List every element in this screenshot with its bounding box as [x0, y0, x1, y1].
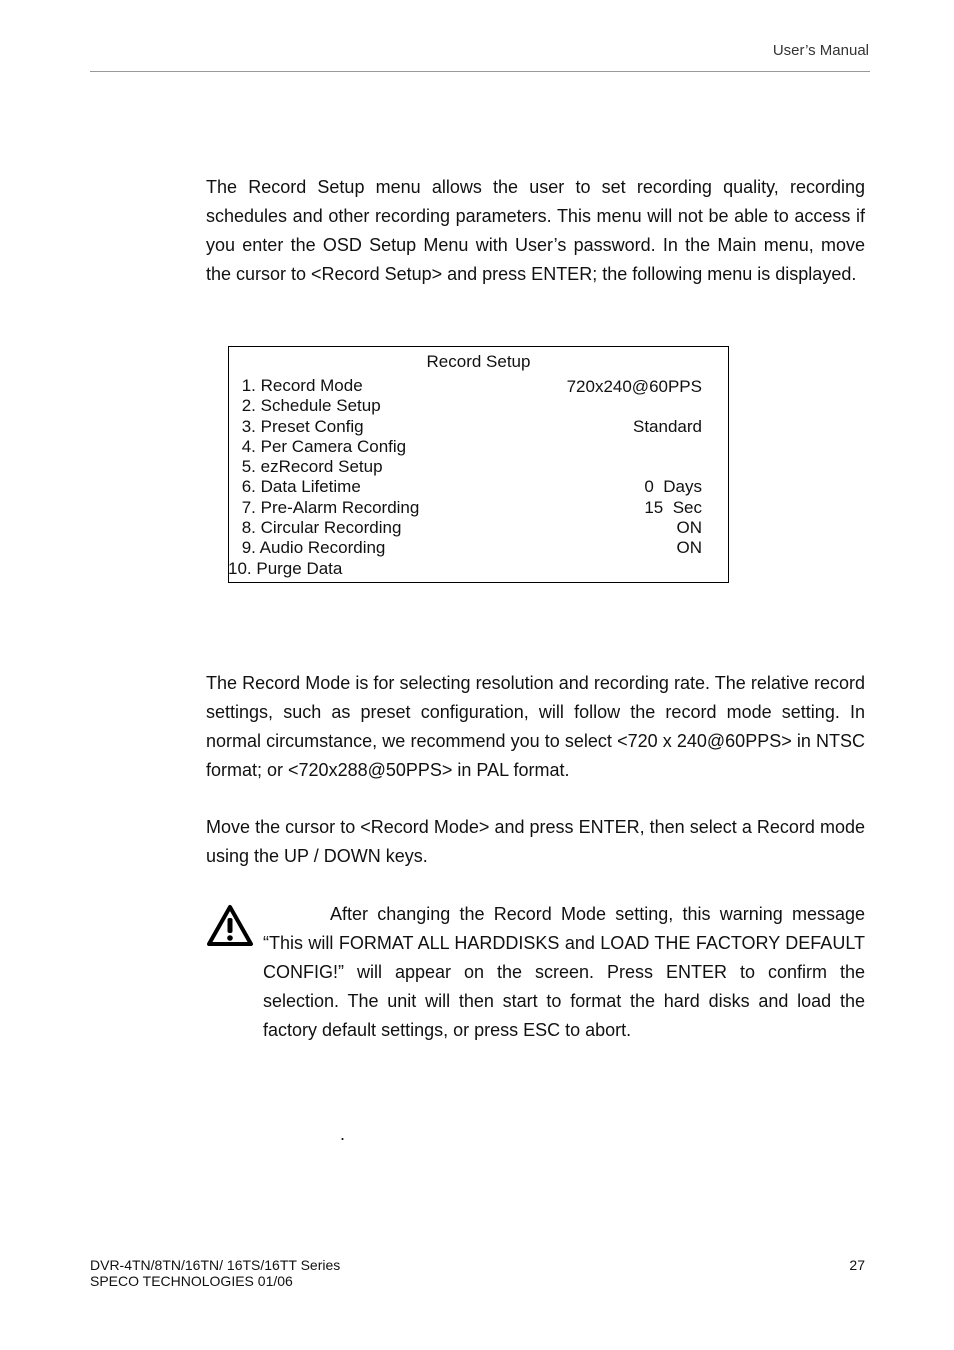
menu-item-pre-alarm-recording[interactable]: 7. Pre-Alarm Recording [237, 497, 420, 517]
menu-item-record-mode[interactable]: 1. Record Mode [237, 376, 363, 395]
menu-item-schedule-setup[interactable]: 2. Schedule Setup [237, 396, 381, 416]
menu-item-circular-recording[interactable]: 8. Circular Recording [237, 518, 402, 538]
footer-company: SPECO TECHNOLOGIES 01/06 [90, 1273, 293, 1289]
record-mode-paragraph: The Record Mode is for selecting resolution and recording rate. The relative record settings, such as preset configuration, will follow the record mode setting. In normal circumstance, we recommend you to select <720 x 240@60PPS> in NTSC format; or <720x288@50PPS> in PAL format. [206, 673, 865, 780]
value-pre-alarm-recording: 15 Sec [644, 497, 702, 517]
menu-item-data-lifetime[interactable]: 6. Data Lifetime [237, 477, 361, 497]
value-schedule-setup [502, 396, 702, 416]
value-preset-config: Standard [633, 416, 702, 436]
record-setup-menu [228, 346, 729, 583]
menu-item-purge-data[interactable]: 10. Purge Data [228, 558, 343, 578]
menu-item-ezrecord-setup[interactable]: 5. ezRecord Setup [237, 457, 383, 477]
menu-values-list [502, 376, 702, 579]
value-purge-data [502, 559, 702, 579]
header-title: User’s Manual [772, 42, 869, 59]
value-ezrecord-setup [502, 457, 702, 477]
value-audio-recording: ON [676, 538, 702, 558]
header-divider [90, 71, 870, 72]
instruction-paragraph: Move the cursor to <Record Mode> and press ENTER, then select a Record mode using the UP / DOWN keys. [206, 817, 865, 866]
stray-mark: . [340, 1124, 346, 1144]
menu-item-per-camera-config[interactable]: 4. Per Camera Config [237, 436, 407, 456]
page-number: 27 [849, 1257, 865, 1273]
footer-left [90, 1257, 340, 1289]
value-data-lifetime: 0 Days [644, 477, 702, 497]
menu-item-preset-config[interactable]: 3. Preset Config [237, 416, 364, 436]
menu-title: Record Setup [426, 352, 531, 371]
warning-triangle-icon [206, 904, 254, 948]
footer-series: DVR-4TN/8TN/16TN/ 16TS/16TT Series [90, 1257, 341, 1273]
warning-text: After changing the Record Mode setting, this warning message “This will FORMAT ALL HARDDISKS and LOAD THE FACTORY DEFAULT CONFIG!” will appear on the screen. Press ENTER to confirm the selection. The unit will then start to format the hard disks and load the factory default settings, or press ESC to abort. [263, 904, 865, 1040]
value-record-mode: 720x240@60PPS [566, 377, 702, 396]
value-per-camera-config [502, 437, 702, 457]
menu-item-audio-recording[interactable]: 9. Audio Recording [237, 538, 386, 558]
intro-paragraph: The Record Setup menu allows the user to set recording quality, recording schedules and other recording parameters. This menu will not be able to access if you enter the OSD Setup Menu with User’s password. In the Main menu, move the cursor to <Record Setup> and press ENTER; the following menu is displayed. [206, 177, 865, 284]
value-circular-recording: ON [676, 518, 702, 538]
menu-items-list [228, 376, 477, 579]
